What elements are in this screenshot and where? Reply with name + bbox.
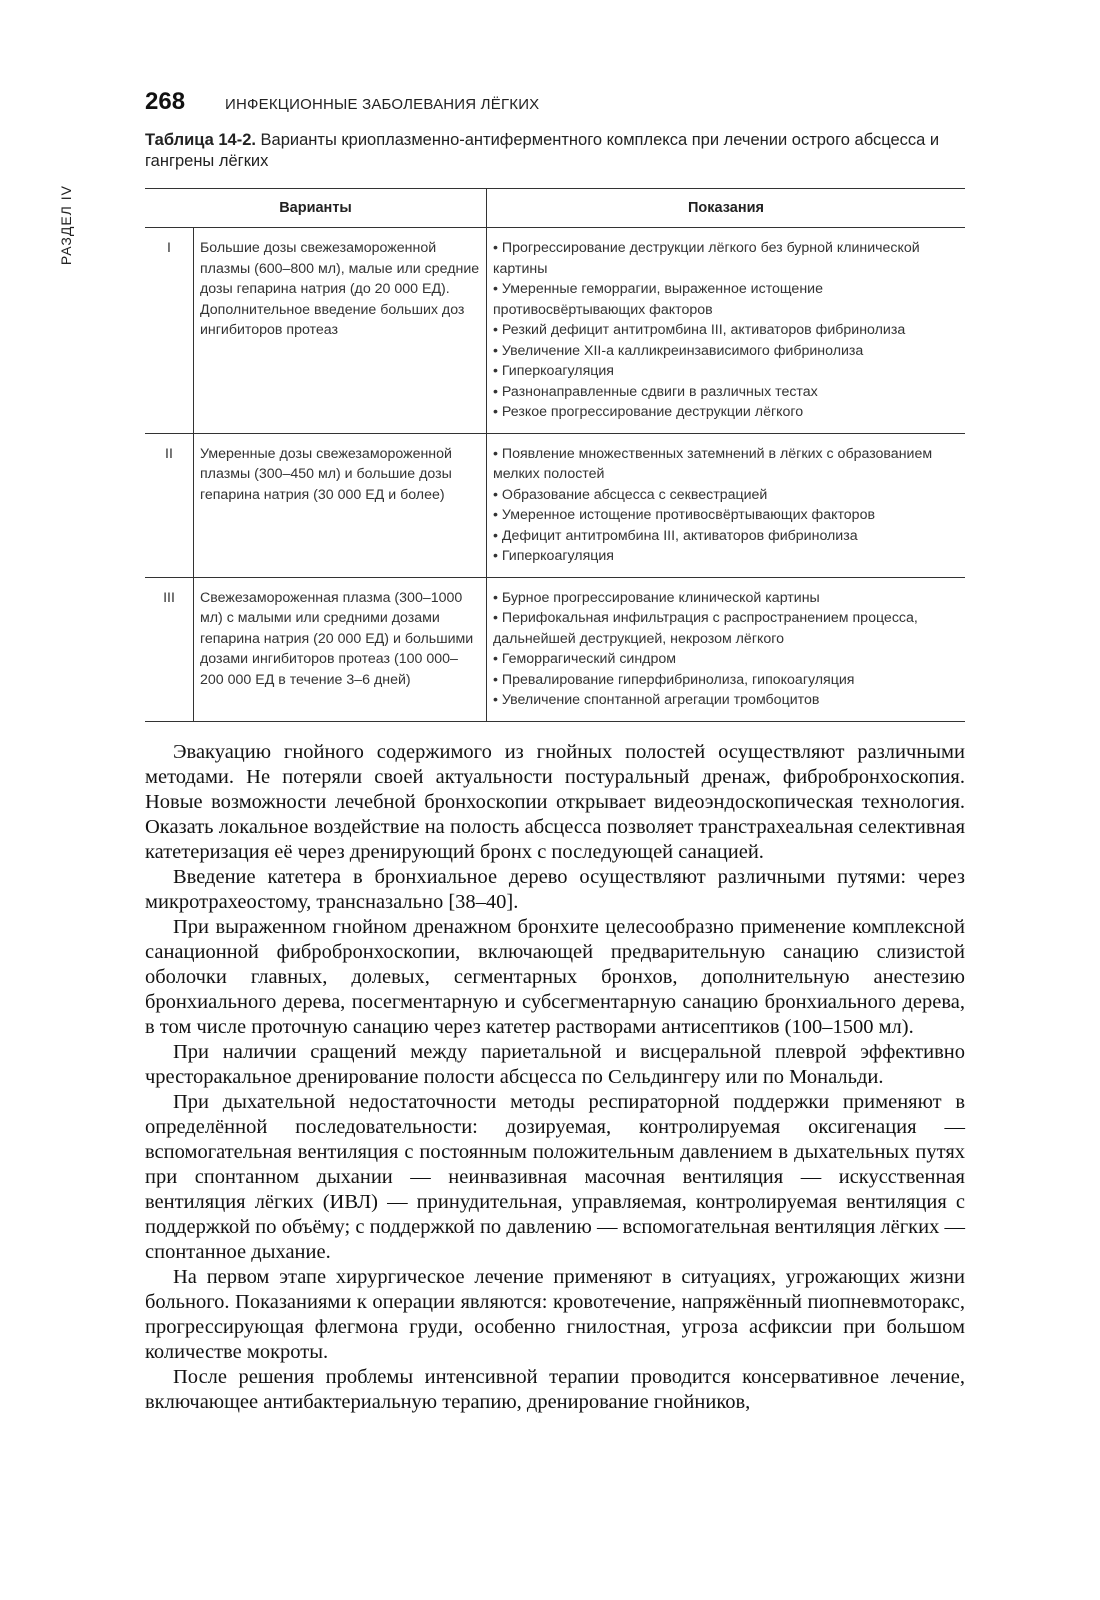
indication-item: • Умеренные геморрагии, выраженное истощение противосвёртывающих факторов [493, 281, 823, 318]
indication-item: • Дефицит антитромбина III, активаторов фибринолиза [493, 527, 858, 544]
indications-cell [487, 577, 966, 721]
table-header-row [145, 189, 965, 228]
indication-item: • Появление множественных затемнений в лёгких с образованием мелких полостей [493, 445, 933, 482]
indication-item: • Увеличение спонтанной агрегации тромбоцитов [493, 692, 820, 708]
indication-item: • Бурное прогрессирование клинической картины [493, 589, 820, 606]
indications-cell [487, 433, 966, 577]
indication-item: • Перифокальная инфильтрация с распространением процесса, дальнейшей деструкцией, некрозом лёгкого [493, 610, 918, 647]
indication-item: • Резкий дефицит антитромбина III, активаторов фибринолиза [493, 322, 906, 338]
paragraph: При выраженном гнойном дренажном бронхите целесообразно применение комплексной санационной фибробронхоскопии, включающей предварительную санацию слизистой оболочки главных, долевых, сегментарных бронхов, дополнительную анестезию бронхиального дерева, посегментарную и субсегментарную санацию бронхиального дерева, в том числе проточную санацию через катетер растворами антисептиков (100–1500 мл). [145, 916, 965, 1038]
page-number: 268 [145, 88, 186, 115]
paragraph: Эвакуацию гнойного содержимого из гнойных полостей осуществляют различными методами. Не потеряли своей актуальности постуральный дренаж, фибробронхоскопия. Новые возможности лечебной бронхоскопии открывает видеоэндоскопическая технология. Оказать локальное воздействие на полость абсцесса позволяет транстрахеальная селективная катетеризация её через дренирующий бронх с последующей санацией. [145, 741, 965, 863]
indication-item: • Образование абсцесса с секвестрацией [493, 486, 768, 503]
table-caption-label: Таблица 14-2. [145, 131, 256, 149]
row-number: I [145, 228, 194, 434]
paragraph: При дыхательной недостаточности методы респираторной поддержки применяют в определённой последовательности: дозируемая, контролируемая оксигенация — вспомогательная вентиляция с постоянным положительным давлением в дыхательных путях при спонтанном дыхании — неинвазивная масочная вентиляция — искусственная вентиляция лёгких (ИВЛ) — принудительная, управляемая, контролируемая вентиляция с поддержкой по объёму; с поддержкой по давлению — вспомогательная вентиляция лёгких — спонтанное дыхание. [145, 1091, 965, 1263]
indication-item: • Гиперкоагуляция [493, 363, 614, 379]
paragraph: При наличии сращений между париетальной и висцеральной плеврой эффективно чресторакальное дренирование полости абсцесса по Сельдингеру или по Мональди. [145, 1041, 965, 1088]
paragraph: После решения проблемы интенсивной терапии проводится консервативное лечение, включающее антибактериальную терапию, дренирование гнойников, [145, 1366, 965, 1413]
variant-cell: Большие дозы свежезамороженной плазмы (600–800 мл), малые или средние дозы гепарина натрия (до 20 000 ЕД). Дополнительное введение больших доз ингибиторов протеаз [194, 228, 487, 434]
row-number: II [145, 433, 194, 577]
header-indications: Показания [487, 189, 966, 228]
section-side-label: РАЗДЕЛ IV [58, 185, 74, 266]
paragraph: На первом этапе хирургическое лечение применяют в ситуациях, угрожающих жизни больного. Показаниями к операции являются: кровотечение, напряжённый пиопневмоторакс, прогрессирующая флегмона груди, особенно гнилостная, угроза асфиксии при большом количестве мокроты. [145, 1266, 965, 1363]
indication-item: • Гиперкоагуляция [493, 548, 614, 564]
indications-cell [487, 228, 966, 434]
indication-item: • Увеличение XII-а калликреинзависимого фибринолиза [493, 342, 864, 359]
running-title: ИНФЕКЦИОННЫЕ ЗАБОЛЕВАНИЯ ЛЁГКИХ [225, 96, 540, 113]
indication-item: • Умеренное истощение противосвёртывающих факторов [493, 507, 876, 523]
table-caption [145, 130, 965, 172]
variants-table [145, 188, 965, 722]
indication-item: • Геморрагический синдром [493, 651, 676, 667]
indication-item: • Превалирование гиперфибринолиза, гипокоагуляция [493, 671, 855, 688]
variant-cell: Свежезамороженная плазма (300–1000 мл) с малыми или средними дозами гепарина натрия (20 000 ЕД) и большими дозами ингибиторов протеаз (100 000–200 000 ЕД в течение 3–6 дней) [194, 577, 487, 721]
table-row [145, 577, 965, 721]
header-variants: Варианты [145, 189, 487, 228]
indication-item: • Резкое прогрессирование деструкции лёгкого [493, 404, 804, 420]
paragraph: Введение катетера в бронхиальное дерево осуществляют различными путями: через микротрахеостому, трансназально [38–40]. [145, 866, 965, 913]
variant-cell: Умеренные дозы свежезамороженной плазмы (300–450 мл) и большие дозы гепарина натрия (30 000 ЕД и более) [194, 433, 487, 577]
table-row [145, 228, 965, 434]
indication-item: • Прогрессирование деструкции лёгкого без бурной клинической картины [493, 240, 920, 277]
table-row [145, 433, 965, 577]
indication-item: • Разнонаправленные сдвиги в различных тестах [493, 383, 818, 400]
row-number: III [145, 577, 194, 721]
page-header [145, 88, 965, 116]
body-text [145, 740, 965, 1415]
table-caption-text: Варианты криоплазменно-антиферментного комплекса при лечении острого абсцесса и гангрены лёгких [145, 131, 940, 170]
